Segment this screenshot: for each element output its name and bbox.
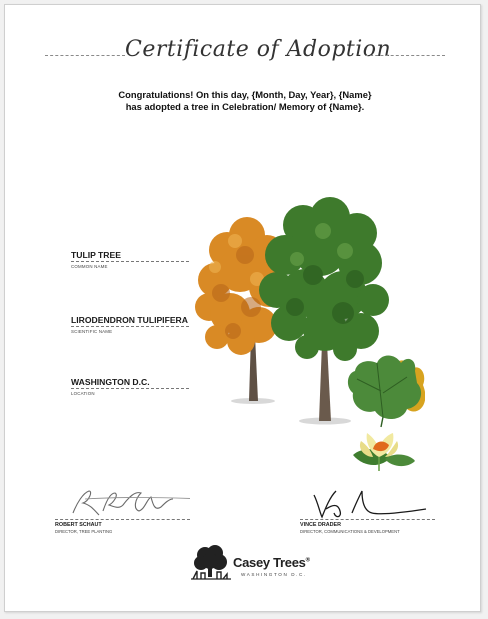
tulip-leaf-illustration [348, 356, 425, 428]
title-divider-left [45, 55, 125, 56]
location-label: LOCATION [71, 391, 95, 396]
logo-registered-mark: ® [305, 557, 310, 564]
signatory-role-right: DIRECTOR, COMMUNICATIONS & DEVELOPMENT [300, 529, 400, 534]
logo-subtitle: WASHINGTON D.C. [241, 572, 307, 577]
scientific-name-label: SCIENTIFIC NAME [71, 329, 113, 334]
signatory-role-left: DIRECTOR, TREE PLANTING [55, 529, 113, 534]
certificate-page [4, 4, 481, 612]
scientific-name-value: LIRODENDRON TULIPIFERA [71, 315, 188, 325]
intro-line-1: Congratulations! On this day, {Month, Day, Year}, {Name} [118, 89, 372, 100]
common-name-field [71, 250, 189, 269]
common-name-label: COMMON NAME [71, 264, 108, 269]
logo-name: Casey Trees [233, 555, 306, 570]
location-value: WASHINGTON D.C. [71, 377, 150, 387]
scientific-name-rule [71, 326, 189, 327]
common-name-value: TULIP TREE [71, 250, 121, 260]
signatory-name-right: VINCE DRADER [300, 522, 342, 528]
scientific-name-field [71, 315, 189, 334]
title-divider-right [365, 55, 445, 56]
signature-block-right [300, 485, 435, 534]
tulip-flower-illustration [353, 433, 415, 471]
tulip-tree-illustration [185, 195, 425, 495]
casey-trees-logo-tree [191, 545, 231, 581]
signature-block-left [55, 485, 190, 534]
signature-scribble [55, 485, 190, 519]
location-field [71, 377, 189, 396]
signature-rule-left [55, 519, 190, 520]
signature-scribble [300, 485, 435, 519]
intro-line-2: has adopted a tree in Celebration/ Memory of {Name}. [125, 101, 365, 112]
common-name-rule [71, 261, 189, 262]
signature-rule-right [300, 519, 435, 520]
casey-trees-logo [191, 545, 311, 583]
logo-wordmark [233, 555, 310, 570]
location-rule [71, 388, 189, 389]
signatory-name-left: ROBERT SCHAUT [55, 522, 102, 528]
certificate-title: Certificate of Adoption [125, 37, 392, 62]
title-row [45, 37, 445, 65]
